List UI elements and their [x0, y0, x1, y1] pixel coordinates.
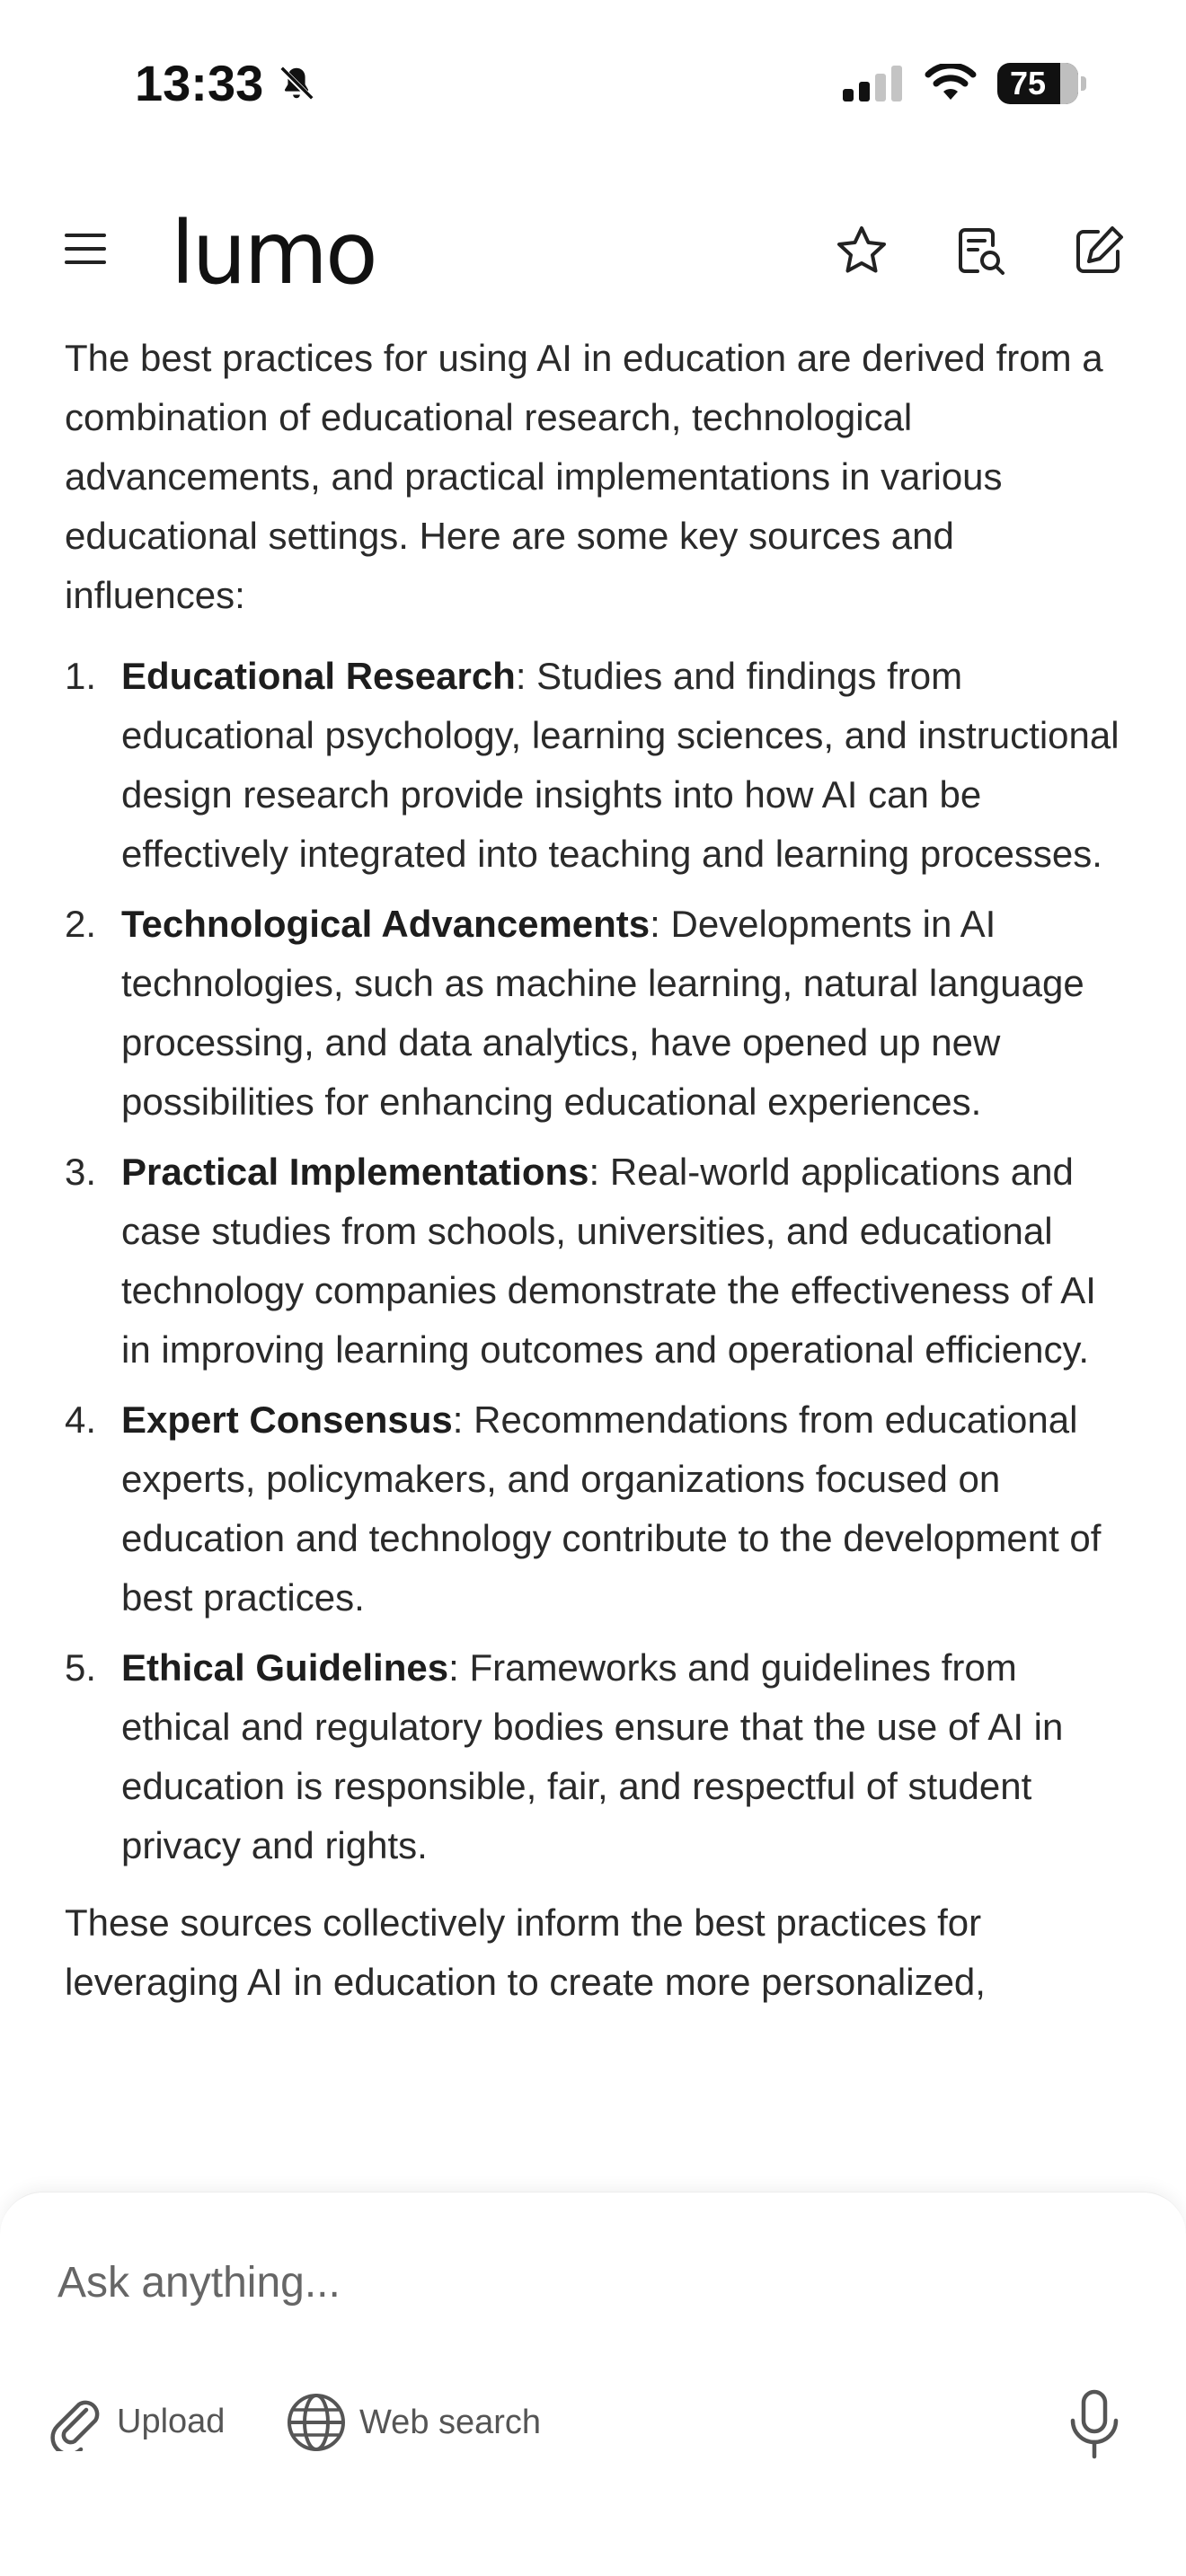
hamburger-menu-icon[interactable] — [63, 226, 108, 271]
status-time-group — [135, 54, 317, 112]
app-logo: lumo — [171, 203, 376, 304]
star-icon[interactable] — [834, 223, 890, 278]
list-item-text: : Recommendations from educational experts, policymakers, and organizations focused on education and technology contribute to the development of best practices. — [121, 1398, 1102, 1619]
upload-button[interactable] — [47, 2392, 225, 2451]
list-item — [65, 1142, 1134, 1380]
list-item-number: 4. — [65, 1398, 97, 1441]
battery-indicator — [997, 63, 1078, 104]
assistant-message — [65, 329, 1134, 2033]
cellular-signal-icon — [843, 66, 904, 101]
list-item — [65, 647, 1134, 884]
wifi-icon — [924, 64, 978, 103]
list-item-text: : Studies and findings from educational psychology, learning sciences, and instructional design research provide insights into how AI can be effectively integrated into teaching and learning processes. — [121, 655, 1120, 875]
list-item-title: Practical Implementations — [121, 1151, 589, 1193]
list-item-text: : Frameworks and guidelines from ethical and regulatory bodies ensure that the use of AI in education is responsible, fair, and respectful of student privacy and rights. — [121, 1646, 1064, 1866]
list-item — [65, 895, 1134, 1132]
list-item-title: Expert Consensus — [121, 1398, 453, 1441]
message-outro: These sources collectively inform the best practices for leveraging AI in education to create more personalized, — [65, 1901, 986, 2003]
new-chat-edit-icon[interactable] — [1071, 223, 1127, 278]
status-bar — [0, 0, 1186, 171]
list-item-number: 5. — [65, 1646, 97, 1689]
paperclip-icon — [47, 2392, 104, 2451]
list-item-number: 3. — [65, 1151, 97, 1193]
list-item-text: : Developments in AI technologies, such as machine learning, natural language processing, and data analytics, have opened up new possibilities for enhancing educational experiences. — [121, 903, 1084, 1123]
list-item-number: 2. — [65, 903, 97, 945]
list-item — [65, 1638, 1134, 1875]
document-search-icon[interactable] — [952, 223, 1008, 278]
list-item-title: Educational Research — [121, 655, 516, 697]
message-intro: The best practices for using AI in education are derived from a combination of educational research, technological advancements, and practical implementations in various educational settings. Here are some key sources and influences: — [65, 337, 1103, 616]
web-search-label: Web search — [359, 2403, 542, 2441]
app-header — [0, 198, 1186, 305]
battery-level: 75 — [1010, 65, 1047, 101]
list-item-title: Ethical Guidelines — [121, 1646, 449, 1689]
ask-input[interactable] — [58, 2246, 1127, 2318]
composer-panel — [0, 2192, 1186, 2576]
battery-empty-portion — [1060, 63, 1078, 104]
sources-list — [65, 647, 1134, 1875]
status-time: 13:33 — [135, 55, 264, 111]
list-item-title: Technological Advancements — [121, 903, 651, 945]
upload-label: Upload — [117, 2402, 226, 2440]
list-item-number: 1. — [65, 655, 97, 697]
battery-nub — [1081, 76, 1086, 91]
web-search-button[interactable] — [286, 2392, 541, 2453]
microphone-icon[interactable] — [1066, 2388, 1123, 2460]
list-item-text: : Real-world applications and case studies from schools, universities, and educational technology companies demonstrate the effectiveness of AI in improving learning outcomes and operational efficiency. — [121, 1151, 1096, 1371]
list-item — [65, 1390, 1134, 1628]
bell-slash-icon — [276, 62, 317, 105]
status-right — [843, 63, 1078, 104]
globe-icon — [286, 2392, 347, 2453]
